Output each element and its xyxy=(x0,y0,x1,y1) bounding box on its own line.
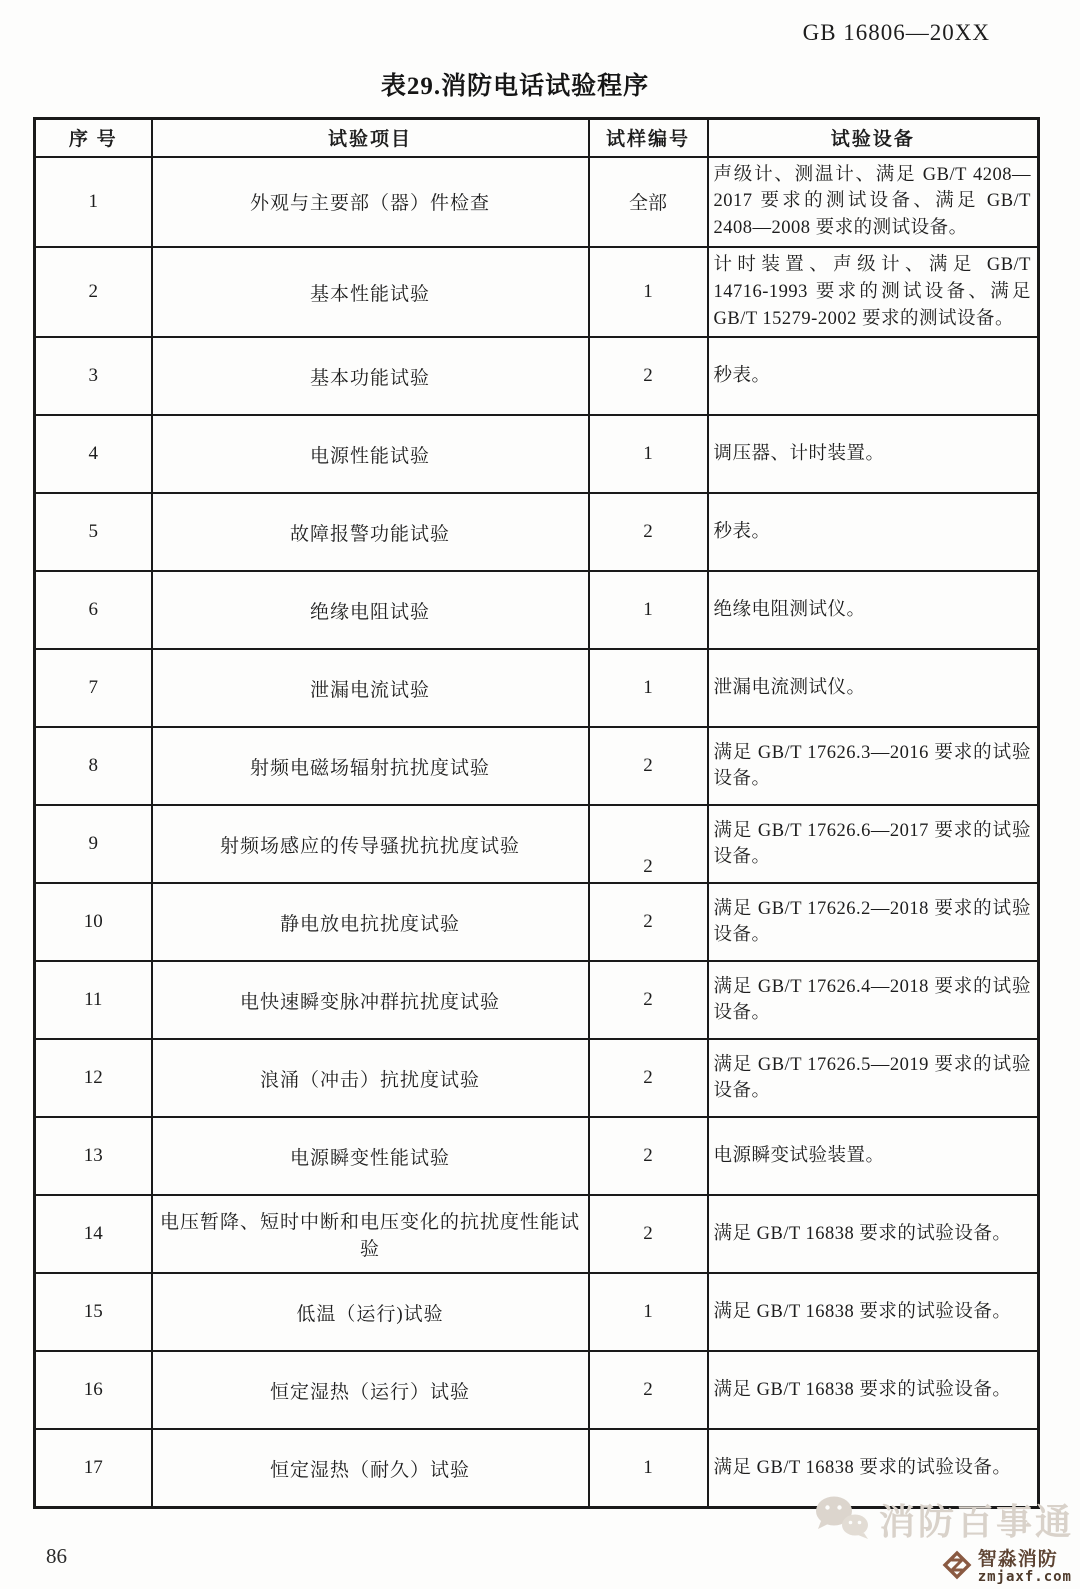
cell-item: 静电放电抗扰度试验 xyxy=(152,883,589,961)
brand-url: zmjaxf.com xyxy=(977,1569,1072,1586)
cell-equipment: 满足 GB/T 17626.6—2017 要求的试验设备。 xyxy=(708,805,1039,883)
cell-equipment: 计时装置、声级计、满足 GB/T 14716-1993 要求的测试设备、满足 GB/T 15279-2002 要求的测试设备。 xyxy=(708,247,1039,337)
cell-no: 5 xyxy=(35,493,152,571)
cell-no: 2 xyxy=(35,247,152,337)
cell-no: 15 xyxy=(35,1273,152,1351)
cell-equipment: 满足 GB/T 17626.5—2019 要求的试验设备。 xyxy=(708,1039,1039,1117)
cell-sample: 2 xyxy=(589,337,708,415)
table-row xyxy=(35,337,1039,415)
table-row xyxy=(35,1195,1039,1273)
table-row xyxy=(35,1117,1039,1195)
cell-no: 16 xyxy=(35,1351,152,1429)
cell-no: 9 xyxy=(35,805,152,883)
table-row xyxy=(35,415,1039,493)
table-row xyxy=(35,157,1039,247)
table-body xyxy=(35,157,1039,1508)
cell-item: 绝缘电阻试验 xyxy=(152,571,589,649)
cell-no: 11 xyxy=(35,961,152,1039)
cell-item: 电快速瞬变脉冲群抗扰度试验 xyxy=(152,961,589,1039)
cell-no: 3 xyxy=(35,337,152,415)
cell-sample: 1 xyxy=(589,415,708,493)
cell-equipment: 秒表。 xyxy=(708,337,1039,415)
wechat-bubbles-icon xyxy=(813,1494,871,1545)
column-header: 试验项目 xyxy=(152,119,589,157)
brand-block xyxy=(941,1549,1072,1586)
cell-sample: 1 xyxy=(589,1429,708,1507)
cell-equipment: 声级计、测温计、满足 GB/T 4208—2017 要求的测试设备、满足 GB/T 2408—2008 要求的测试设备。 xyxy=(708,157,1039,247)
table-row xyxy=(35,961,1039,1039)
column-header: 试样编号 xyxy=(589,119,708,157)
cell-equipment: 满足 GB/T 17626.4—2018 要求的试验设备。 xyxy=(708,961,1039,1039)
cell-sample: 全部 xyxy=(589,157,708,247)
standard-number: GB 16806—20XX xyxy=(802,20,990,45)
cell-sample: 2 xyxy=(589,961,708,1039)
cell-no: 8 xyxy=(35,727,152,805)
cell-sample: 2 xyxy=(589,883,708,961)
cell-sample: 1 xyxy=(589,1273,708,1351)
cell-sample: 1 xyxy=(589,649,708,727)
cell-equipment: 调压器、计时装置。 xyxy=(708,415,1039,493)
table-row xyxy=(35,805,1039,883)
table-row xyxy=(35,727,1039,805)
cell-item: 基本功能试验 xyxy=(152,337,589,415)
cell-equipment: 泄漏电流测试仪。 xyxy=(708,649,1039,727)
cell-equipment: 满足 GB/T 17626.3—2016 要求的试验设备。 xyxy=(708,727,1039,805)
cell-item: 电源性能试验 xyxy=(152,415,589,493)
cell-equipment: 满足 GB/T 16838 要求的试验设备。 xyxy=(708,1351,1039,1429)
table-row xyxy=(35,649,1039,727)
cell-sample: 2 xyxy=(589,1039,708,1117)
cell-item: 射频电磁场辐射抗扰度试验 xyxy=(152,727,589,805)
cell-no: 10 xyxy=(35,883,152,961)
cell-equipment: 满足 GB/T 16838 要求的试验设备。 xyxy=(708,1273,1039,1351)
cell-item: 基本性能试验 xyxy=(152,247,589,337)
cell-no: 12 xyxy=(35,1039,152,1117)
watermark xyxy=(813,1494,1074,1545)
column-header: 试验设备 xyxy=(708,119,1039,157)
cell-no: 17 xyxy=(35,1429,152,1507)
cell-equipment: 电源瞬变试验装置。 xyxy=(708,1117,1039,1195)
cell-sample: 2 xyxy=(589,805,708,883)
cell-item: 浪涌（冲击）抗扰度试验 xyxy=(152,1039,589,1117)
cell-item: 故障报警功能试验 xyxy=(152,493,589,571)
cell-no: 1 xyxy=(35,157,152,247)
cell-no: 13 xyxy=(35,1117,152,1195)
table-title: 表29.消防电话试验程序 xyxy=(380,73,650,100)
cell-equipment: 满足 GB/T 17626.2—2018 要求的试验设备。 xyxy=(708,883,1039,961)
diamond-z-logo-icon xyxy=(941,1549,973,1586)
cell-item: 低温（运行)试验 xyxy=(152,1273,589,1351)
cell-item: 恒定湿热（运行）试验 xyxy=(152,1351,589,1429)
cell-item: 电压暂降、短时中断和电压变化的抗扰度性能试验 xyxy=(152,1195,589,1273)
table-row xyxy=(35,1039,1039,1117)
brand-name: 智淼消防 xyxy=(977,1549,1058,1571)
table-row xyxy=(35,493,1039,571)
test-procedure-table xyxy=(33,117,1040,1509)
table-row xyxy=(35,883,1039,961)
table-row xyxy=(35,571,1039,649)
cell-no: 7 xyxy=(35,649,152,727)
cell-no: 14 xyxy=(35,1195,152,1273)
cell-item: 恒定湿热（耐久）试验 xyxy=(152,1429,589,1507)
cell-item: 外观与主要部（器）件检查 xyxy=(152,157,589,247)
page-number: 86 xyxy=(46,1544,67,1568)
cell-equipment: 秒表。 xyxy=(708,493,1039,571)
cell-sample: 2 xyxy=(589,1351,708,1429)
cell-item: 射频场感应的传导骚扰抗扰度试验 xyxy=(152,805,589,883)
cell-no: 4 xyxy=(35,415,152,493)
cell-sample: 2 xyxy=(589,1195,708,1273)
cell-no: 6 xyxy=(35,571,152,649)
cell-item: 电源瞬变性能试验 xyxy=(152,1117,589,1195)
cell-sample: 2 xyxy=(589,493,708,571)
table-header-row xyxy=(35,119,1039,157)
cell-item: 泄漏电流试验 xyxy=(152,649,589,727)
cell-equipment: 满足 GB/T 16838 要求的试验设备。 xyxy=(708,1429,1039,1507)
table-row xyxy=(35,1351,1039,1429)
watermark-text: 消防百事通 xyxy=(878,1501,1074,1542)
cell-sample: 1 xyxy=(589,247,708,337)
cell-sample: 2 xyxy=(589,1117,708,1195)
table-row xyxy=(35,1273,1039,1351)
cell-equipment: 满足 GB/T 16838 要求的试验设备。 xyxy=(708,1195,1039,1273)
cell-equipment: 绝缘电阻测试仪。 xyxy=(708,571,1039,649)
cell-sample: 2 xyxy=(589,727,708,805)
cell-sample: 1 xyxy=(589,571,708,649)
column-header: 序 号 xyxy=(35,119,152,157)
table-row xyxy=(35,247,1039,337)
